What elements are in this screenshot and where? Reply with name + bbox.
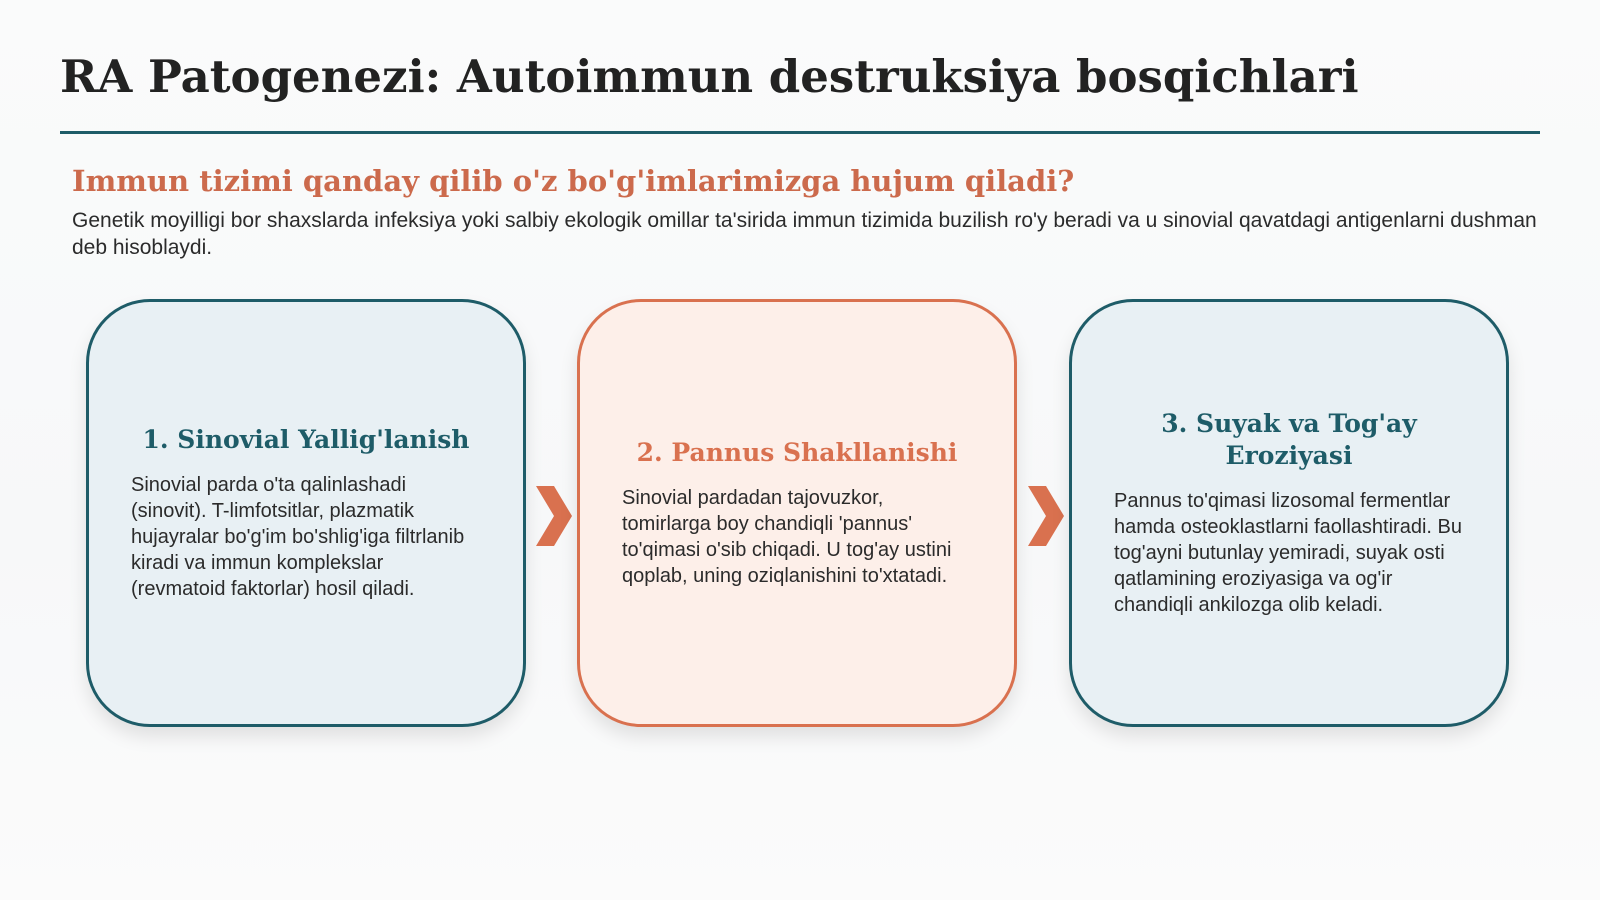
stage-description: Sinovial pardadan tajovuzkor, tomirlarga boy chandiqli 'pannus' to'qimasi o'sib chiqadi. U tog'ay ustini qoplab, uning oziqlanishini to'xtatadi. <box>622 487 952 587</box>
chevron-right-icon <box>1026 484 1066 548</box>
stage-card-bone-cartilage-erosion <box>1069 299 1509 727</box>
stage-card-pannus-formation <box>577 299 1017 727</box>
page-title: RA Patogenezi: Autoimmun destruksiya bosqichlari <box>60 50 1359 103</box>
title-divider <box>60 131 1540 134</box>
stage-card-synovial-inflammation <box>86 299 526 727</box>
stage-description: Pannus to'qimasi lizosomal fermentlar hamda osteoklastlarni faollashtiradi. Bu tog'ayni butunlay yemiradi, suyak osti qatlamining eroziyasiga va og'ir chandiqli ankilozga olib keladi. <box>1114 490 1462 616</box>
stage-title: 1. Sinovial Yallig'lanish <box>142 425 470 454</box>
stage-title: 3. Suyak va Tog'ay Eroziyasi <box>1161 409 1417 470</box>
stage-title: 2. Pannus Shakllanishi <box>636 438 958 467</box>
section-question: Immun tizimi qanday qilib o'z bo'g'imlarimizga hujum qiladi? <box>72 164 1075 198</box>
stage-description: Sinovial parda o'ta qalinlashadi (sinovit). T-limfotsitlar, plazmatik hujayralar bo'g'im bo'shlig'iga filtrlanib kiradi va immun komplekslar (revmatoid faktorlar) hosil qiladi. <box>131 474 465 600</box>
chevron-right-icon <box>534 484 574 548</box>
intro-text: Genetik moyilligi bor shaxslarda infeksiya yoki salbiy ekologik omillar ta'sirida immun tizimida buzilish ro'y beradi va u sinovial qavatdagi antigenlarni dushman deb hisoblaydi. <box>72 209 1537 259</box>
